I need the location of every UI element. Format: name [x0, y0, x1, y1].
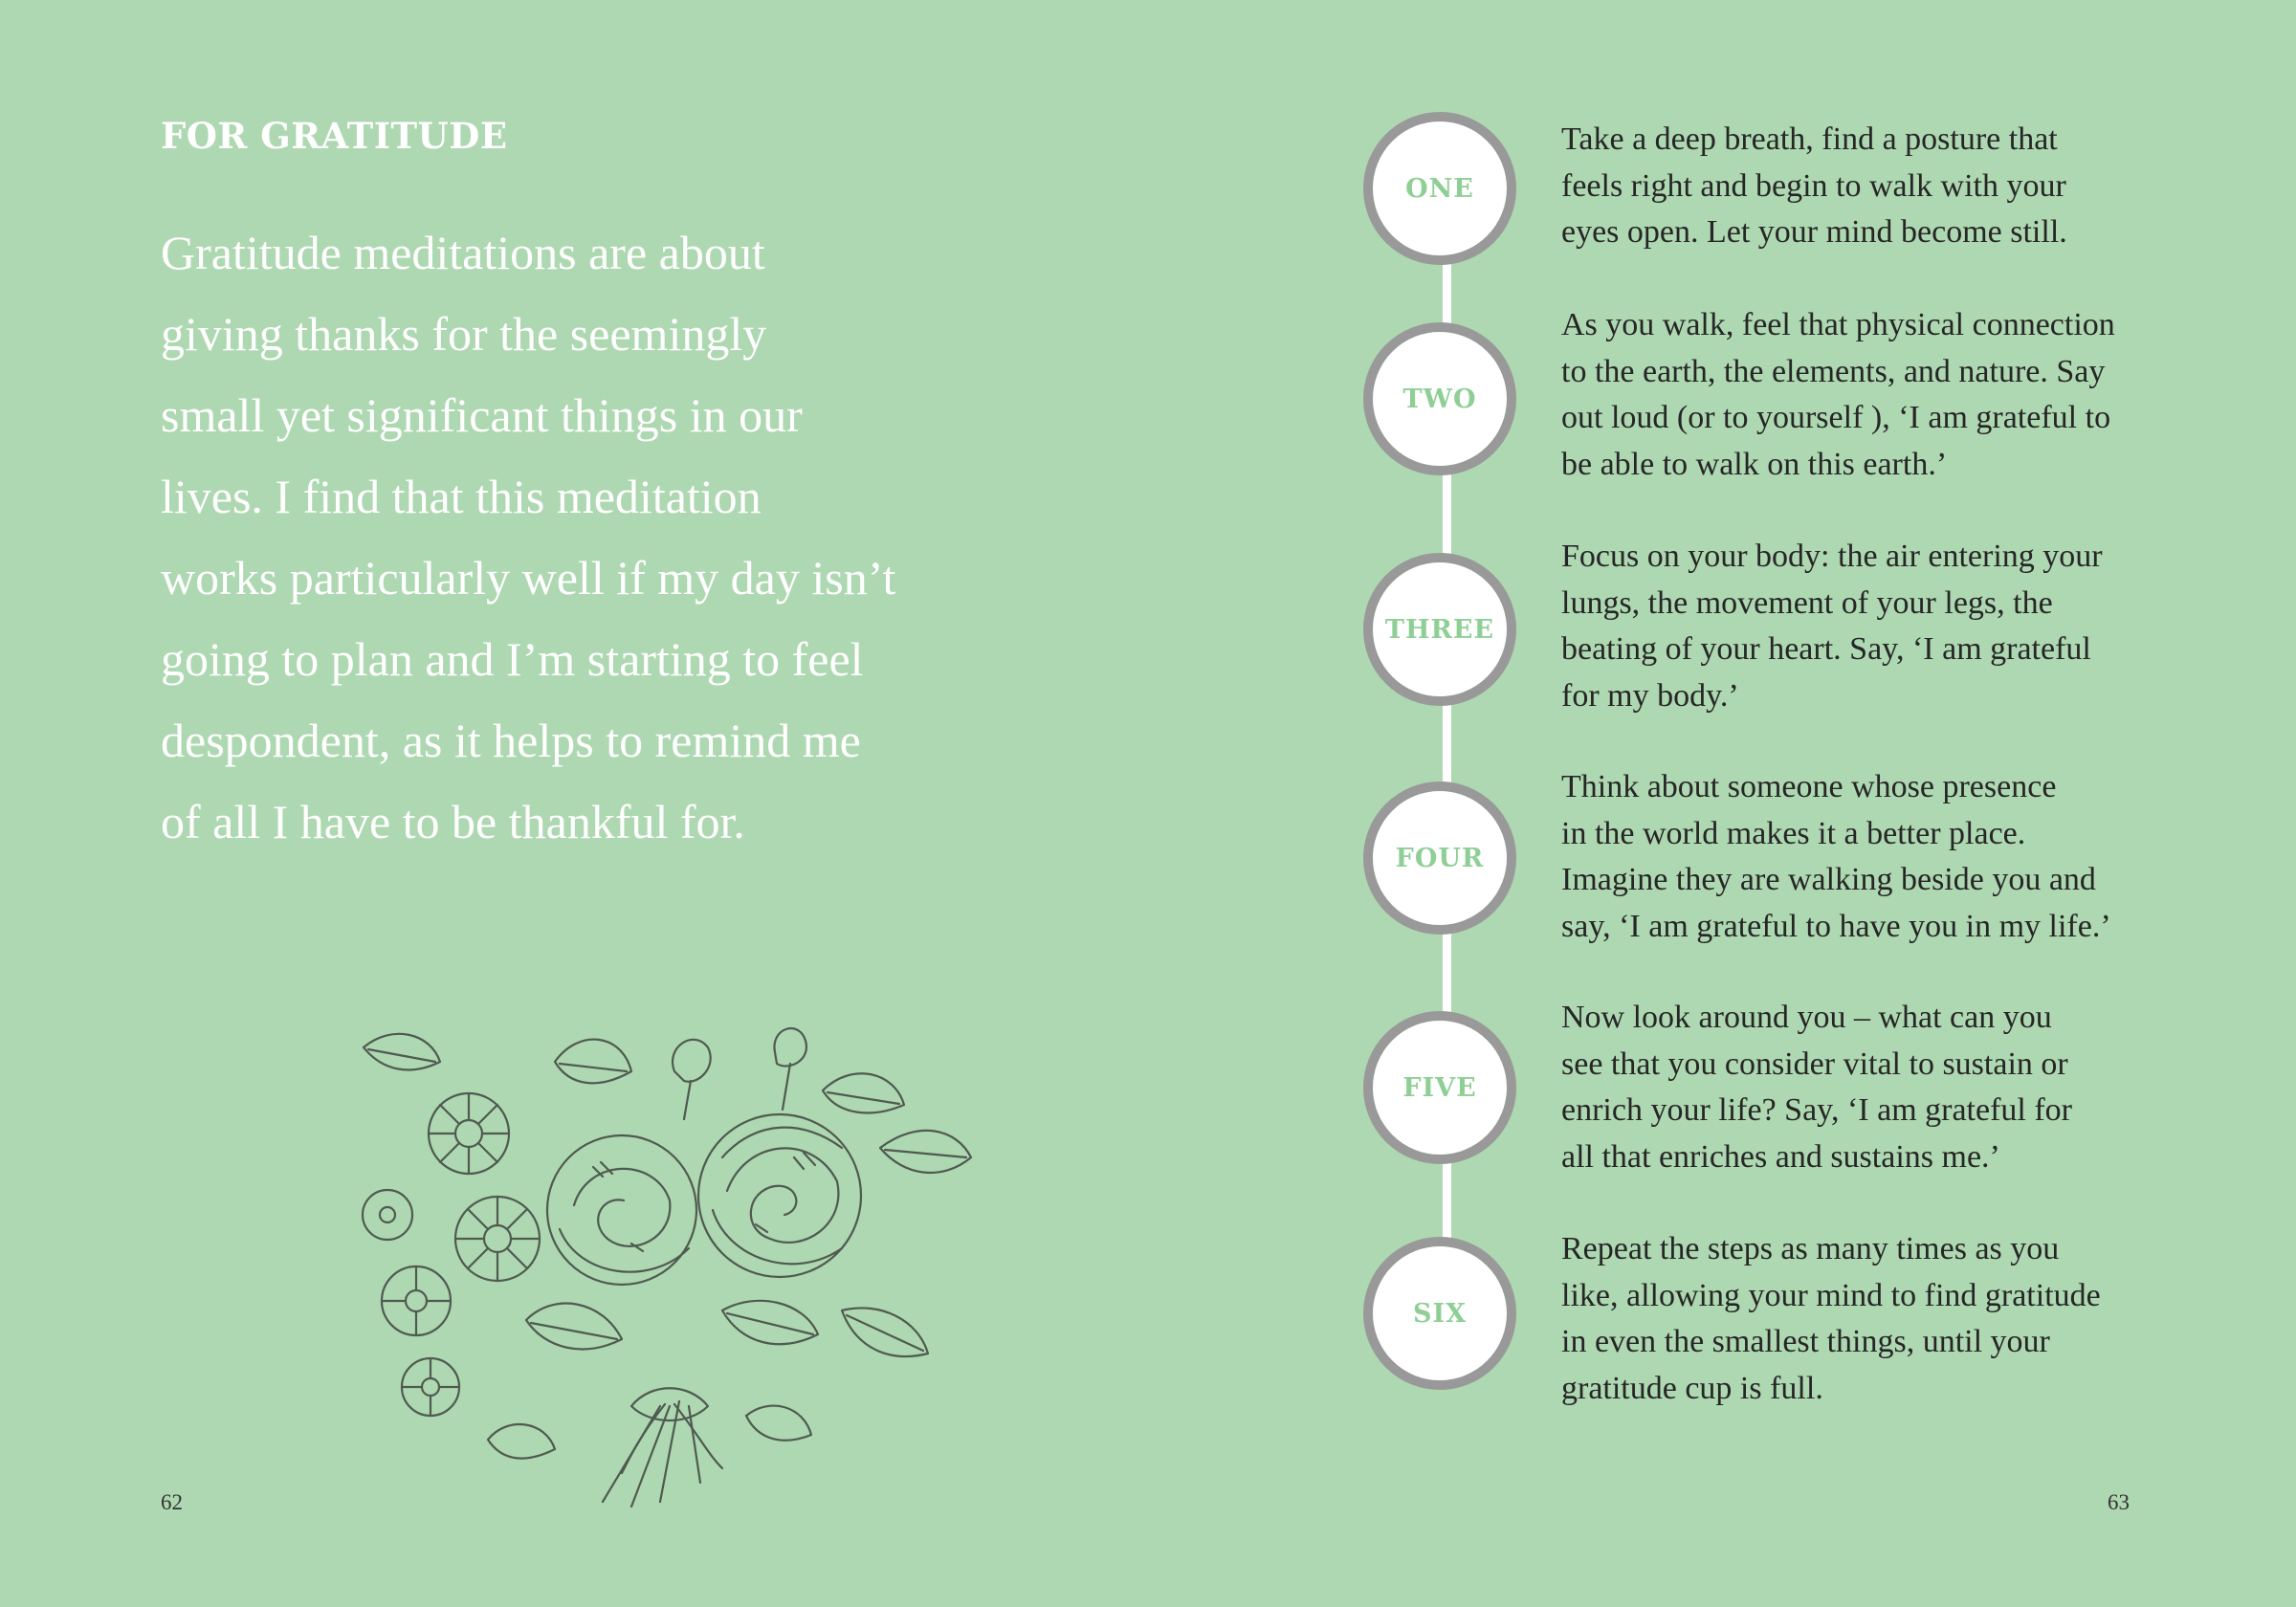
page-number-right: 63 [2108, 1490, 2130, 1514]
step-text-four [1561, 764, 2145, 950]
intro-paragraph [161, 212, 926, 863]
step-line: like, allowing your mind to find gratitude [1561, 1277, 2101, 1313]
step-badge-one: ONE [1363, 112, 1516, 265]
step-badge-two: TWO [1363, 322, 1516, 475]
step-line: see that you consider vital to sustain or [1561, 1046, 2068, 1082]
step-line: lungs, the movement of your legs, the [1561, 584, 2053, 621]
step-line: out loud (or to yourself ), ‘I am grateful to [1561, 400, 2111, 435]
step-line: in even the smallest things, until your [1561, 1324, 2050, 1359]
step-badge-five: FIVE [1363, 1011, 1516, 1164]
intro-line: going to plan and I’m starting to feel [161, 632, 864, 686]
section-heading: FOR GRATITUDE [161, 115, 508, 157]
step-line: Take a deep breath, find a posture that [1561, 121, 2058, 157]
step-line: to the earth, the elements, and nature. Say [1561, 353, 2106, 389]
step-line: Now look around you – what can you [1561, 1000, 2052, 1035]
step-line: Think about someone whose presence [1561, 769, 2057, 804]
intro-line: giving thanks for the seemingly [161, 307, 767, 361]
step-line: be able to walk on this earth.’ [1561, 446, 1948, 482]
step-line: beating of your heart. Say, ‘I am grateful [1561, 631, 2091, 667]
step-line: As you walk, feel that physical connection [1561, 307, 2115, 342]
step-line: Focus on your body: the air entering your [1561, 539, 2103, 574]
intro-line: despondent, as it helps to remind me [161, 714, 861, 767]
step-text-three [1561, 534, 2145, 719]
step-text-one [1561, 117, 2145, 256]
step-badge-six: SIX [1363, 1237, 1516, 1390]
step-line: say, ‘I am grateful to have you in my life.’ [1561, 908, 2111, 944]
step-badge-three: THREE [1363, 553, 1516, 706]
intro-line: works particularly well if my day isn’t [161, 551, 896, 605]
step-line: gratitude cup is full. [1561, 1370, 1823, 1406]
step-line: in the world makes it a better place. [1561, 815, 2026, 851]
step-line: for my body.’ [1561, 677, 1739, 714]
step-line: Repeat the steps as many times as you [1561, 1231, 2060, 1266]
floral-bouquet-icon [344, 1004, 976, 1521]
step-badge-four: FOUR [1363, 781, 1516, 935]
step-line: Imagine they are walking beside you and [1561, 862, 2096, 897]
step-line: enrich your life? Say, ‘I am grateful for [1561, 1092, 2073, 1128]
intro-line: lives. I find that this meditation [161, 470, 762, 523]
step-text-five [1561, 995, 2145, 1180]
intro-line: of all I have to be thankful for. [161, 795, 745, 848]
step-text-two [1561, 302, 2145, 488]
intro-line: small yet significant things in our [161, 388, 803, 442]
step-line: all that enriches and sustains me.’ [1561, 1138, 2000, 1175]
page-number-left: 62 [161, 1490, 183, 1514]
step-line: eyes open. Let your mind become still. [1561, 214, 2067, 250]
step-line: feels right and begin to walk with your [1561, 167, 2066, 204]
step-text-six [1561, 1226, 2145, 1412]
intro-line: Gratitude meditations are about [161, 226, 765, 279]
